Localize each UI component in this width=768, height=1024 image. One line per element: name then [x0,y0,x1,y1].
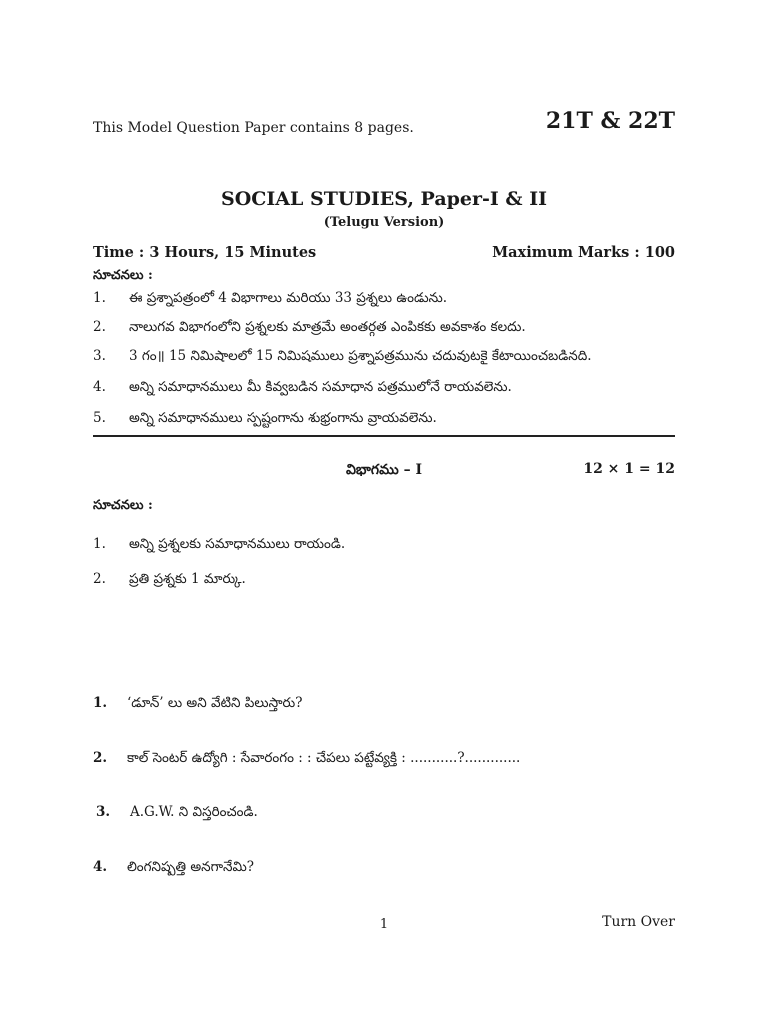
instruction-number: 1. [93,536,106,552]
maximum-marks: Maximum Marks : 100 [492,244,675,261]
instruction-number: 3. [93,348,106,364]
section-divider [93,435,675,437]
question [96,804,258,823]
instruction-number: 2. [93,571,106,587]
question-text: ‘డూన్’ లు అని వేటిని పిలుస్తారు? [127,695,303,711]
section-instructions-heading: సూచనలు : [93,498,153,513]
question-text: కాల్ సెంటర్ ఉద్యోగి : సేవారంగం : : చేపలు పట్టేవ్యక్తి : ...........?............. [127,750,521,766]
question [93,859,254,878]
page-number: 1 [379,917,389,932]
question-number: 2. [93,750,108,766]
instructions-heading: సూచనలు : [93,268,153,283]
paper-subtitle: (Telugu Version) [323,215,445,230]
instruction-text: అన్ని సమాధానములు స్పష్టంగాను శుభ్రంగాను వ్రాయవలెను. [129,410,437,426]
instruction-item [93,379,512,398]
instruction-number: 2. [93,319,106,335]
question-number: 4. [93,859,108,875]
section-marks: 12 × 1 = 12 [583,461,675,477]
instruction-number: 5. [93,410,106,426]
instruction-text: 3 గం॥ 15 నిమిషాలలో 15 నిమిషములు ప్రశ్నాపత్రమును చదువుటకై కేటాయించబడినది. [129,348,592,364]
instruction-item [93,319,526,338]
question [93,750,520,769]
instruction-text: అన్ని సమాధానములు మీ కివ్వబడిన సమాధాన పత్రములోనే రాయవలెను. [129,379,512,395]
question-text: లింగనిష్పత్తి అనగానేమి? [127,859,255,875]
paper-title: SOCIAL STUDIES, Paper-I & II [221,188,547,210]
question [93,695,302,714]
instruction-text: ప్రతి ప్రశ్నకు 1 మార్కు. [129,571,246,587]
page-count-note: This Model Question Paper contains 8 pages. [93,120,414,136]
turn-over-label: Turn Over [602,914,675,930]
paper-code: 21T & 22T [545,108,675,134]
instruction-number: 4. [93,379,106,395]
instruction-text: నాలుగవ విభాగంలోని ప్రశ్నలకు మాత్రమే అంతర్గత ఎంపికకు అవకాశం కలదు. [129,319,526,335]
question-number: 3. [96,804,111,820]
instruction-item [93,410,437,429]
section-title: విభాగము – I [345,462,423,478]
instruction-number: 1. [93,290,106,306]
question-text: A.G.W. ని విస్తరించండి. [130,804,258,820]
section-instruction-item [93,571,246,590]
instruction-text: ఈ ప్రశ్నాపత్రంలో 4 విభాగాలు మరియు 33 ప్రశ్నలు ఉండును. [129,290,448,306]
question-number: 1. [93,695,108,711]
time-allowed: Time : 3 Hours, 15 Minutes [93,244,317,261]
instruction-item [93,348,592,367]
section-instruction-item [93,536,345,555]
instruction-text: అన్ని ప్రశ్నలకు సమాధానములు రాయండి. [129,536,346,552]
instruction-item [93,290,447,309]
